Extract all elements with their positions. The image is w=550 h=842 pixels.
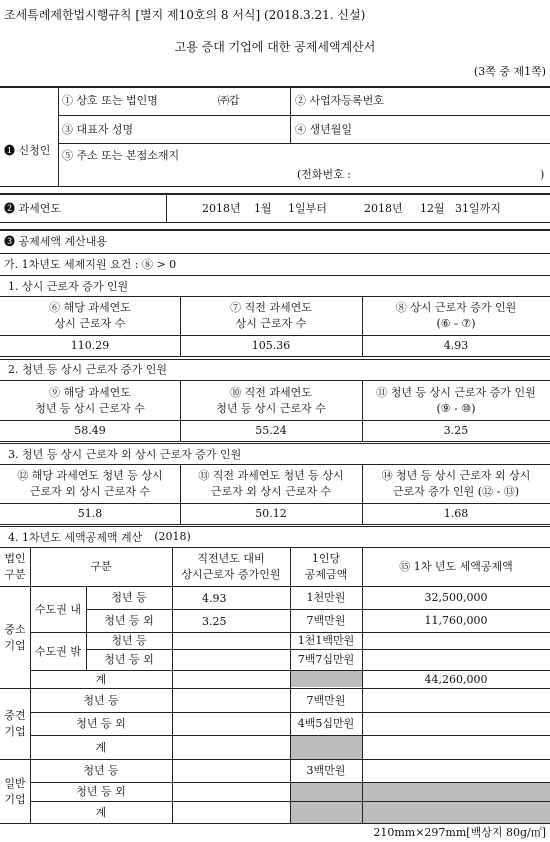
tax-year-end-month[interactable]: 12월: [420, 201, 445, 215]
s1-header-increase-line1: ⑧ 상시 근로자 증가 인원: [395, 301, 517, 315]
rule: [0, 186, 550, 187]
address-label: ⑤ 주소 또는 본점소재지: [62, 149, 180, 162]
section-4-title: [8, 527, 191, 546]
sme-in-nonyouth-deduction[interactable]: 11,760,000: [424, 614, 488, 628]
s1-header-increase-line2: (⑥ - ⑦): [436, 317, 476, 330]
s3-header-increase-line2: 근로자 증가 인원 (⑫ - ⑬): [392, 485, 520, 498]
sme-in-youth-increase[interactable]: 4.93: [202, 591, 227, 605]
requirement-condition: 가. 1차년도 세제지원 요건 : ⑧ > 0: [4, 258, 177, 271]
midsize-label: [0, 689, 30, 759]
s4-header-increase: [172, 548, 290, 586]
general-label: [0, 760, 30, 823]
metro-out-label: 수도권 밖: [34, 644, 81, 658]
s4-header-company-type-line1: 법인: [4, 552, 26, 566]
section-3-title: 3. 청년 등 상시 근로자 외 상시 근로자 증가 인원: [8, 447, 242, 461]
sme-in-youth-per-person: 1천만원: [306, 591, 346, 605]
birth-date-label: ④ 생년월일: [295, 123, 353, 136]
sme-in-youth-label: 청년 등: [111, 591, 147, 605]
shaded-cell: [290, 782, 550, 823]
s1-header-prior-line1: ⑦ 직전 과세연도: [230, 301, 312, 315]
s2-header-increase-line2: (⑨ - ⑩): [436, 401, 476, 415]
s3-value-increase[interactable]: 1.68: [443, 507, 469, 521]
rule: [0, 356, 550, 357]
s4-header-per-person-line2: 공제금액: [304, 568, 348, 581]
page-indicator: (3쪽 중 제1쪽): [473, 65, 546, 78]
general-youth-per-person: 3백만원: [306, 764, 346, 778]
sme-label: [0, 587, 30, 688]
phone-label: (전화번호 :: [297, 168, 351, 181]
s1-value-current[interactable]: 110.29: [70, 339, 110, 353]
s3-header-current-line1: ⑫ 해당 과세연도 청년 등 상시: [17, 469, 163, 483]
midsize-youth-per-person: 7백만원: [306, 693, 346, 707]
page-title: 고용 증대 기업에 대한 공제세액계산서: [174, 40, 376, 55]
section-4-year: (2018): [154, 530, 191, 543]
s1-value-increase[interactable]: 4.93: [443, 339, 469, 353]
s1-header-increase: [362, 297, 550, 335]
metro-in-label: 수도권 내: [34, 602, 81, 616]
sme-out-youth-per-person: 1천1백만원: [297, 634, 355, 648]
s3-header-prior-line1: ⑬ 직전 과세연도 청년 등 상시: [198, 469, 344, 483]
rule: [172, 547, 173, 823]
s4-header-division: 구분: [90, 560, 112, 574]
tax-year-end-year[interactable]: 2018년: [364, 201, 403, 215]
calc-section-label: ❸ 공제세액 계산내용: [4, 235, 108, 248]
s2-header-prior-line2: 청년 등 상시 근로자 수: [216, 401, 326, 415]
s4-header-per-person-line1: 1인당: [311, 552, 341, 566]
general-label-line2: 기업: [4, 792, 26, 806]
s2-header-prior-line1: ⑩ 직전 과세연도: [230, 385, 312, 399]
tax-year-start-year[interactable]: 2018년: [202, 201, 241, 215]
rule: [0, 441, 550, 442]
midsize-label-line2: 기업: [4, 725, 26, 738]
s3-header-increase: [362, 465, 550, 503]
company-name-label: ① 상호 또는 법인명: [62, 94, 158, 107]
sme-label-line1: 중소: [4, 622, 26, 636]
midsize-nonyouth-per-person: 4백5십만원: [297, 717, 355, 731]
company-name-value[interactable]: ㈜갑: [218, 94, 240, 107]
section-2-title: 2. 청년 등 상시 근로자 증가 인원: [8, 363, 167, 376]
sme-in-nonyouth-per-person: 7백만원: [306, 614, 346, 628]
sme-total-deduction[interactable]: 44,260,000: [424, 672, 488, 686]
sme-in-nonyouth-increase[interactable]: 3.25: [202, 614, 227, 628]
s1-header-current-line1: ⑥ 해당 과세연도: [49, 301, 131, 315]
rule: [58, 143, 550, 144]
paper-spec: 210mm×297mm[백상지 80g/㎡]: [373, 826, 546, 839]
rule: [0, 524, 550, 525]
business-number-label: ② 사업자등록번호: [295, 94, 384, 107]
s4-header-increase-line1: 직전년도 대비: [197, 552, 265, 566]
s3-value-prior[interactable]: 50.12: [255, 507, 287, 521]
tax-year-label: ❷ 과세연도: [4, 201, 62, 215]
general-total-label: 계: [95, 805, 107, 819]
s2-value-increase[interactable]: 3.25: [443, 424, 469, 438]
general-label-line1: 일반: [4, 776, 26, 790]
section-4-title-text: 4. 1차년도 세액공제액 계산: [8, 530, 143, 544]
sme-in-nonyouth-label: 청년 등 외: [104, 614, 154, 628]
s4-header-increase-line2: 상시근로자 증가인원: [181, 568, 281, 581]
midsize-total-label: 계: [95, 740, 107, 754]
general-nonyouth-label: 청년 등 외: [76, 785, 126, 799]
s1-header-prior: [180, 297, 362, 335]
rule: [290, 86, 291, 143]
s2-header-increase-line1: ⑪ 청년 등 상시 근로자 증가 인원: [376, 385, 536, 399]
s3-value-current[interactable]: 51.8: [77, 507, 103, 521]
s3-header-current-line2: 근로자 외 상시 근로자 수: [29, 485, 151, 498]
s3-header-prior-line2: 근로자 외 상시 근로자 수: [210, 485, 332, 498]
s2-header-increase: [362, 381, 550, 420]
sme-out-nonyouth-label: 청년 등 외: [104, 653, 154, 667]
shaded-cell: [290, 735, 362, 759]
sme-total-label: 계: [95, 672, 107, 686]
tax-year-start-day[interactable]: 1일부터: [288, 201, 327, 215]
sme-in-youth-deduction[interactable]: 32,500,000: [424, 591, 488, 605]
s2-header-prior: [180, 381, 362, 420]
rule: [58, 86, 59, 186]
sme-out-youth-label: 청년 등: [111, 634, 147, 648]
shaded-cell: [290, 670, 362, 687]
rule: [0, 222, 550, 223]
tax-year-end-day[interactable]: 31일까지: [455, 201, 501, 215]
s1-header-current-line2: 상시 근로자 수: [54, 317, 126, 330]
s2-header-current-line1: ⑨ 해당 과세연도: [49, 385, 131, 399]
s1-header-prior-line2: 상시 근로자 수: [235, 317, 307, 330]
midsize-nonyouth-label: 청년 등 외: [76, 717, 126, 731]
rule: [166, 193, 167, 222]
sme-label-line2: 기업: [4, 638, 26, 652]
s2-value-current[interactable]: 58.49: [74, 424, 106, 438]
s2-header-current: [0, 381, 180, 420]
s4-header-company-type: [0, 548, 30, 586]
phone-close: ): [540, 167, 545, 181]
s1-header-current: [0, 297, 180, 335]
s3-header-increase-line1: ⑭ 청년 등 상시 근로자 외 상시: [381, 469, 531, 483]
sme-out-nonyouth-per-person: 7백7십만원: [297, 653, 355, 667]
s3-header-prior: [180, 465, 362, 503]
applicant-section-label: ❶ 신청인: [4, 144, 51, 157]
s2-value-prior[interactable]: 55.24: [255, 424, 287, 438]
s3-header-current: [0, 465, 180, 503]
general-youth-label: 청년 등: [83, 764, 119, 778]
midsize-youth-label: 청년 등: [83, 693, 119, 707]
s4-header-per-person: [290, 548, 362, 586]
s4-header-company-type-line2: 구분: [4, 568, 26, 581]
representative-label: ③ 대표자 성명: [62, 123, 134, 136]
regulation-text: 조세특례제한법시행규칙 [별지 제10호의 8 서식] (2018.3.21. 신설): [4, 7, 366, 22]
s1-value-prior[interactable]: 105.36: [251, 339, 291, 353]
tax-year-start-month[interactable]: 1월: [254, 201, 272, 215]
midsize-label-line1: 중견: [4, 709, 26, 723]
section-1-title: 1. 상시 근로자 증가 인원: [8, 279, 129, 293]
s2-header-current-line2: 청년 등 상시 근로자 수: [35, 401, 145, 415]
s4-header-deduction: ⑮ 1차 년도 세액공제액: [399, 560, 513, 574]
